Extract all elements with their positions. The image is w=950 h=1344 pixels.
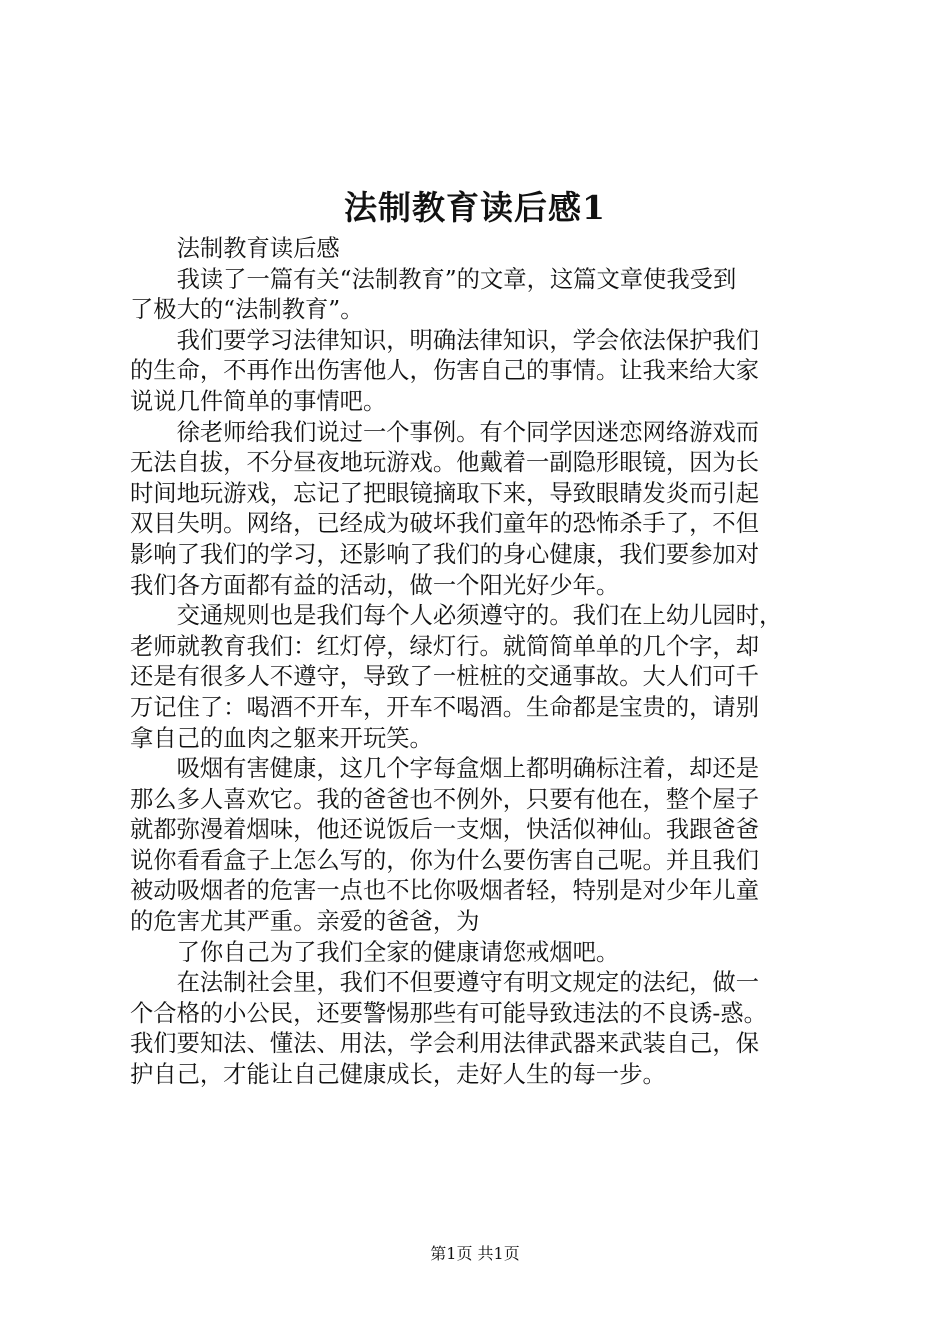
paragraph-line: 法制教育读后感 bbox=[176, 235, 340, 262]
paragraph-line: 无法自拔，不分昼夜地玩游戏。他戴着一副隐形眼镜，因为长 bbox=[130, 449, 760, 477]
document-title: 法制教育读后感1 bbox=[344, 188, 606, 227]
paragraph-line: 被动吸烟者的危害一点也不比你吸烟者轻，特别是对少年儿童 bbox=[130, 877, 760, 905]
paragraph-line: 那么多人喜欢它。我的爸爸也不例外，只要有他在，整个屋子 bbox=[130, 785, 760, 813]
paragraph-line: 了极大的“法制教育”。 bbox=[130, 296, 364, 324]
paragraph bbox=[130, 265, 830, 326]
paragraph-line: 的生命，不再作出伤害他人，伤害自己的事情。让我来给大家 bbox=[130, 357, 760, 385]
paragraph-line: 的危害尤其严重。亲爱的爸爸，为 bbox=[130, 908, 480, 936]
paragraph-line: 我读了一篇有关“法制教育”的文章，这篇文章使我受到 bbox=[176, 265, 737, 293]
paragraph-line: 了你自己为了我们全家的健康请您戒烟吧。 bbox=[176, 938, 620, 966]
paragraph bbox=[130, 968, 830, 1090]
paragraph-line: 我们各方面都有益的活动，做一个阳光好少年。 bbox=[130, 571, 620, 599]
paragraph bbox=[130, 418, 830, 602]
paragraph-line: 就都弥漫着烟味，他还说饭后一支烟，快活似神仙。我跟爸爸 bbox=[130, 816, 760, 844]
paragraph-line: 影响了我们的学习，还影响了我们的身心健康，我们要参加对 bbox=[130, 540, 760, 568]
paragraph bbox=[130, 326, 830, 418]
page-footer: 第1页 共1页 bbox=[430, 1244, 520, 1263]
paragraph-line: 拿自己的血肉之躯来开玩笑。 bbox=[130, 724, 433, 752]
paragraph-line: 吸烟有害健康，这几个字每盒烟上都明确标注着，却还是 bbox=[176, 755, 760, 783]
paragraph-line: 还是有很多人不遵守，导致了一桩桩的交通事故。大人们可千 bbox=[130, 663, 760, 691]
paragraph-line: 交通规则也是我们每个人必须遵守的。我们在上幼儿园时， bbox=[176, 602, 783, 630]
paragraph-line: 老师就教育我们：红灯停，绿灯行。就简简单单的几个字，却 bbox=[130, 632, 760, 660]
paragraph bbox=[130, 234, 830, 265]
paragraph-line: 时间地玩游戏，忘记了把眼镜摘取下来，导致眼睛发炎而引起 bbox=[130, 479, 760, 507]
document-body bbox=[130, 234, 830, 1091]
paragraph-line: 我们要学习法律知识，明确法律知识，学会依法保护我们 bbox=[176, 326, 760, 354]
paragraph-line: 徐老师给我们说过一个事例。有个同学因迷恋网络游戏而 bbox=[176, 418, 760, 446]
paragraph-line: 在法制社会里，我们不但要遵守有明文规定的法纪，做一 bbox=[176, 969, 760, 997]
paragraph bbox=[130, 938, 830, 969]
paragraph-line: 个合格的小公民，还要警惕那些有可能导致违法的不良诱-惑。 bbox=[130, 999, 767, 1027]
paragraph-line: 护自己，才能让自己健康成长，走好人生的每一步。 bbox=[130, 1061, 666, 1089]
paragraph bbox=[130, 754, 830, 938]
paragraph-line: 说你看看盒子上怎么写的，你为什么要伤害自己呢。并且我们 bbox=[130, 846, 760, 874]
paragraph-line: 万记住了：喝酒不开车，开车不喝酒。生命都是宝贵的，请别 bbox=[130, 693, 760, 721]
paragraph bbox=[130, 601, 830, 754]
paragraph-line: 说说几件简单的事情吧。 bbox=[130, 387, 387, 415]
paragraph-line: 我们要知法、懂法、用法，学会利用法律武器来武装自己，保 bbox=[130, 1030, 760, 1058]
paragraph-line: 双目失明。网络，已经成为破坏我们童年的恐怖杀手了，不但 bbox=[130, 510, 760, 538]
